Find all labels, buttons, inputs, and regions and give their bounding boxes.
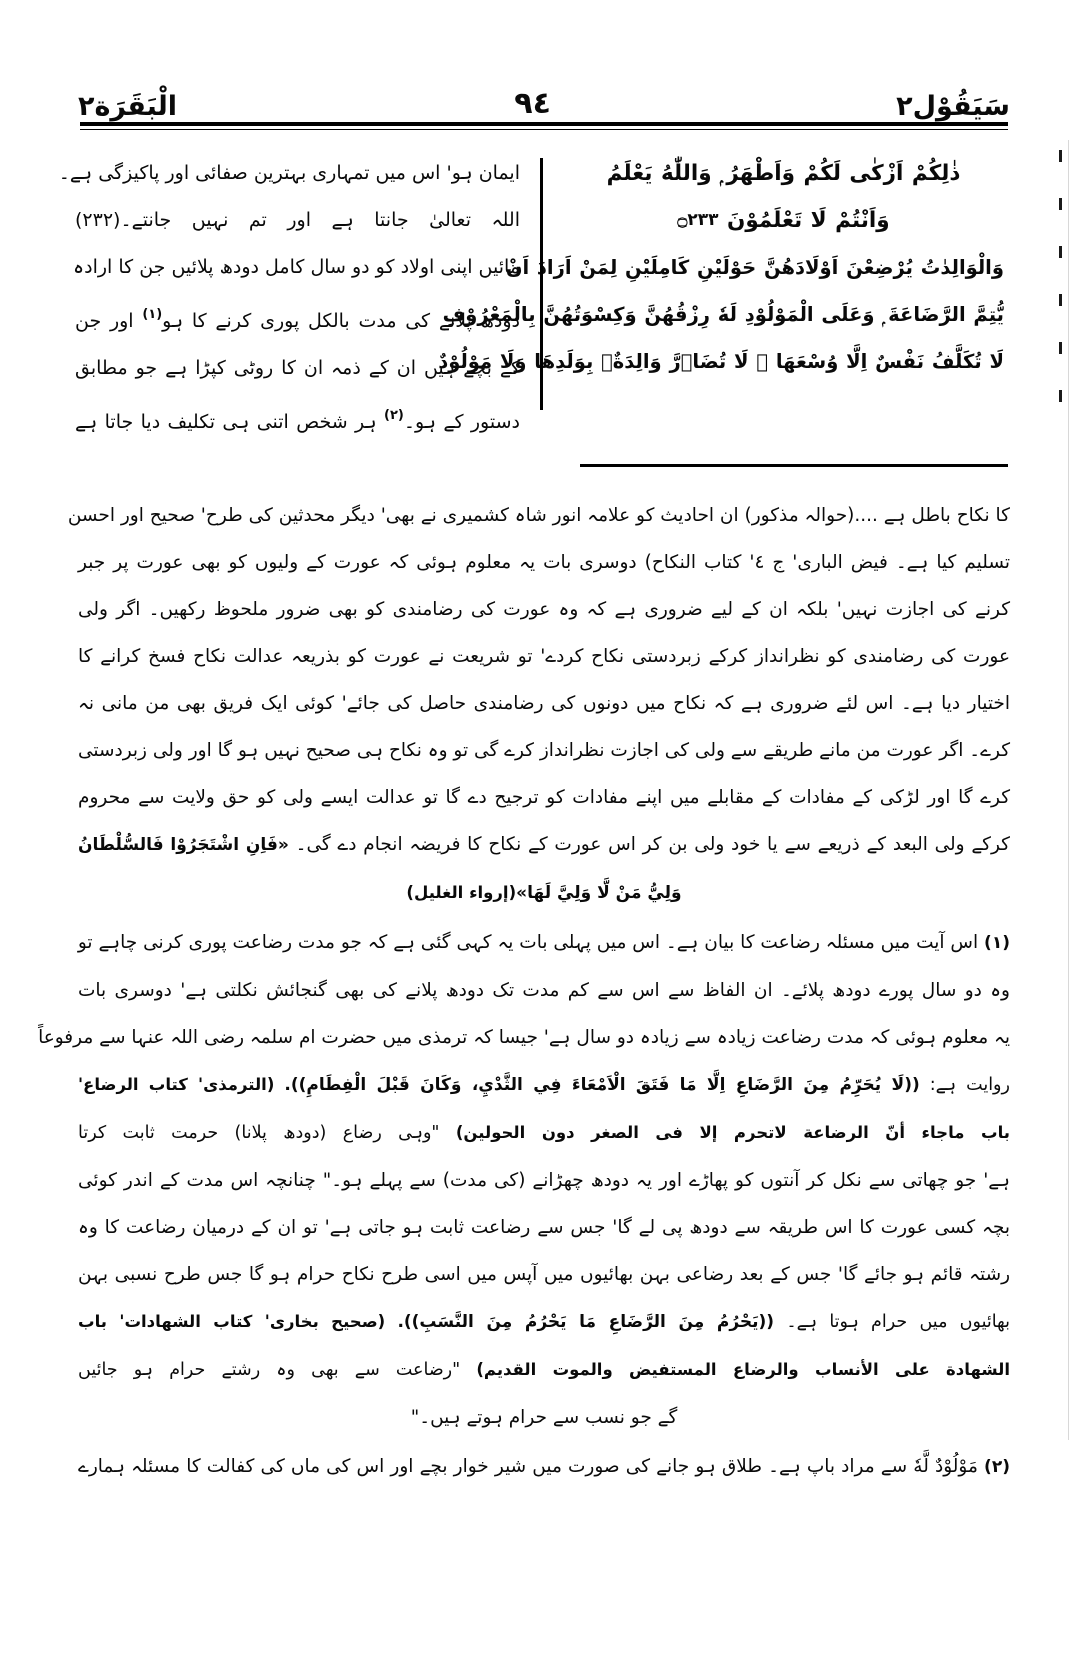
body-line: یہ معلوم ہوئی کہ مدت رضاعت زیادہ سے زیادہ دو سال ہے' جیسا کہ ترمذی میں حضرت ام سلمہ رضی اللہ عنہا سے مرفوعاً <box>38 1027 1010 1048</box>
juz-title: سَيَقُوْل٢ <box>896 91 1010 122</box>
column-divider <box>540 158 543 410</box>
hadith-gloss: "وہی رضاع (دودھ پلانا) حرمت ثابت کرتا <box>78 1123 440 1143</box>
footnote-1-marker: (١) <box>984 933 1010 953</box>
body-line: گے جو نسب سے حرام ہوتے ہیں۔" <box>410 1407 678 1428</box>
footnote-2 <box>78 1443 1010 1491</box>
hadith-chapter: الشهادة على الأنساب والرضاع المستفيض والموت القديم) <box>476 1360 1010 1379</box>
surah-title: الْبَقَرَة٢ <box>78 91 178 122</box>
hadith-gloss: "رضاعت سے بھی وہ رشتے حرام ہو جائیں <box>78 1360 461 1380</box>
hadith-quote: ((لَا يُحَرِّمُ مِنَ الرَّضَاعِ اِلَّا مَا فَتَقَ الْاَمْعَاءَ فِي الثَّدْيِ، وَكَانَ قَبْلَ الْفِطَامِ)). <box>284 1075 920 1095</box>
commentary-paragraph-main <box>67 492 1010 917</box>
hadith-source: (صحیح بخاری' کتاب الشهادات' باب <box>78 1312 386 1331</box>
translation-line: مائیں اپنی اولاد کو دو سال کامل دودھ پلائیں جن کا ارادہ <box>72 256 520 278</box>
translation-line-tail: اور جن <box>75 310 134 332</box>
arabic-line <box>563 197 1004 244</box>
body-line: وہ دو سال پورے دودھ پلائے۔ ان الفاظ سے اس سے کم مدت تک دودھ پلانے کی بھی گنجائش نکلتی ہے' دوسری بات <box>78 980 1010 1001</box>
body-line-text: بھائیوں میں حرام ہوتا ہے۔ <box>786 1312 1010 1332</box>
body-line: کا نکاح باطل ہے ....(حوالہ مذکور) ان احادیث کو علامہ انور شاہ کشمیری نے بھی' دیگر محدثین کی طرح' صحیح اور احسن <box>67 505 1010 526</box>
footnote-1 <box>38 919 1010 1441</box>
hadith-intro: روایت ہے: <box>929 1075 1010 1095</box>
body-line: بچہ کسی عورت کا اس طریقہ سے دودھ پی لے گا' جس سے رضاعت ثابت ہو جاتی ہے' تو ان کے درمیان رضاعت کا وہ <box>78 1217 1010 1238</box>
body-line-text: اس آیت میں مسئلہ رضاعت کا بیان ہے۔ اس میں پہلی بات یہ کہی گئی ہے کہ جو مدت رضاعت پوری کرنی چاہے تو <box>77 932 979 953</box>
arabic-line: وَالْوَالِدٰتُ يُرْضِعْنَ اَوْلَادَهُنَّ حَوْلَيْنِ كَامِلَيْنِ لِمَنْ اَرَادَ اَنْ <box>505 256 1004 279</box>
footnote-ref-2: (٢) <box>384 408 404 423</box>
hadith-quote: ((يَحْرُمُ مِنَ الرَّضَاعِ مَا يَحْرُمُ مِنَ النَّسَبِ)). <box>397 1312 775 1332</box>
body-line: اختیار دیا ہے۔ اس لئے ضروری ہے کہ نکاح میں دونوں کی رضامندی حاصل کی جائے' کوئی ایک فریق بھی من مانی نہ <box>78 693 1010 714</box>
body-line <box>78 1443 1010 1491</box>
body-line: تسلیم کیا ہے۔ فیض الباری' ج ٤' کتاب النکاح) دوسری بات یہ معلوم ہوئی کہ عورت کے ولیوں کو بھی عورت پر جبر <box>78 552 1010 573</box>
body-line <box>78 821 1010 869</box>
hadith-source: (إرواء الغليل) <box>406 883 517 902</box>
body-line: رشتہ قائم ہو جائے گا' جس کے بعد رضاعی بہن بھائیوں میں آپس میں اسی طرح نکاح حرام ہو گا جس طرح نسبی بہن <box>78 1264 1010 1285</box>
translation-line: کے بچے ہیں ان کے ذمہ ان کا روٹی کپڑا ہے جو مطابق <box>75 357 520 379</box>
scan-page-edge <box>1068 140 1069 1440</box>
page-header <box>78 62 1010 122</box>
translation-line <box>75 392 520 446</box>
body-line: کرے گا اور لڑکی کے مفادات کے مقابلے میں اپنے مفادات کو ترجیح دے گا تو عدالت ایسے ولی کو حق ولایت سے محروم <box>78 787 1010 808</box>
footnote-2-marker: (٢) <box>984 1457 1010 1477</box>
urdu-translation-column <box>58 150 538 450</box>
body-line: ہے' جو چھاتی سے نکل کر آنتوں کو پھاڑے اور یہ دودھ چھڑانے (کی مدت) سے پہلے ہو۔" چنانچہ اس مدت کے اندر کوئی <box>78 1170 1010 1191</box>
body-line <box>78 869 1010 917</box>
body-line-text: مَوْلُوْدٌ لَّهٗ سے مراد باپ ہے۔ طلاق ہو جانے کی صورت میں شیر خوار بچے اور اس کی ماں کی کفالت کا مسئلہ ہمارے <box>78 1456 978 1477</box>
ayah-number-marker: ۝٢٣٣ <box>677 210 719 230</box>
body-line: کرے۔ اگر عورت من مانے طریقے سے ولی کی اجازت نظرانداز کرے گی تو وہ نکاح ہی صحیح نہیں ہو گا اور ولی زبردستی <box>77 740 1010 761</box>
arabic-line-text: وَاَنْتُمْ لَا تَعْلَمُوْنَ <box>726 208 890 233</box>
hadith-quote: «فَاِنِ اشْتَجَرُوْا فَالسُّلْطَانُ <box>78 835 289 855</box>
hadith-source: (الترمذی' کتاب الرضاع' <box>78 1075 275 1094</box>
body-line <box>78 1298 1010 1346</box>
verse-block <box>58 150 1010 450</box>
translation-line-text: دستور کے ہو۔ <box>403 411 520 433</box>
header-divider-rule <box>80 122 1008 126</box>
body-line: عورت کی رضامندی کو نظرانداز کرکے زبردستی نکاح کردے' تو شریعت نے عورت کو بذریعہ عدالت نکاح فسخ کرانے کا <box>78 646 1010 667</box>
body-line-text: کرکے ولی البعد کے ذریعے سے یا خود ولی بن کر اس عورت کے نکاح کا فریضہ انجام دے گی۔ <box>295 834 1010 855</box>
body-line <box>78 919 1010 967</box>
body-line <box>78 1061 1010 1109</box>
translation-line-tail: ہر شخص اتنی ہی تکلیف دیا جاتا ہے <box>75 411 377 433</box>
page-number: ٩٤ <box>514 86 551 121</box>
arabic-line: ذٰلِكُمْ اَزْكٰى لَكُمْ وَاَطْهَرُ ۭ وَاللّٰهُ يَعْلَمُ <box>606 161 961 186</box>
translation-line-text: دودھ پلانے کی مدت بالکل پوری کرنے کا ہو <box>162 310 520 332</box>
footnote-ref-1: (١) <box>142 307 163 322</box>
hadith-quote-continued: وَلِيُّ مَنْ لَّا وَلِيَّ لَهَا» <box>516 883 682 903</box>
translation-line <box>75 291 520 345</box>
body-line <box>78 1346 1010 1394</box>
arabic-line: لَا تُكَلَّفُ نَفْسٌ اِلَّا وُسْعَهَا ۚ لَا تُضَاۗرَّ وَالِدَةٌۢ بِوَلَدِهَا وَلَا مَوْلُوْدٌ <box>438 350 1004 373</box>
commentary-divider-rule <box>580 464 1008 467</box>
commentary-section <box>38 492 1010 1491</box>
scan-margin-ticks <box>1052 150 1062 470</box>
body-line: کرنے کی اجازت نہیں' بلکہ ان کے لیے ضروری ہے کہ وہ عورت کی رضامندی کو بھی ضرور ملحوظ رکھیں۔ اگر ولی <box>78 599 1010 620</box>
hadith-chapter: باب ماجاء أنّ الرضاعة لاتحرم إلا فى الصغر دون الحولين) <box>455 1123 1010 1142</box>
translation-line: اللہ تعالیٰ جانتا ہے اور تم نہیں جانتے۔(٢٣٢) <box>75 209 520 231</box>
translation-line: ایمان ہو' اس میں تمہاری بہترین صفائی اور پاکیزگی ہے۔ <box>58 162 520 184</box>
body-line <box>78 1109 1010 1157</box>
arabic-line: يُّتِمَّ الرَّضَاعَةَ ۭ وَعَلَى الْمَوْلُوْدِ لَهٗ رِزْقُهُنَّ وَكِسْوَتُهُنَّ بِالْمَعْرُوْفِ <box>442 303 1004 326</box>
